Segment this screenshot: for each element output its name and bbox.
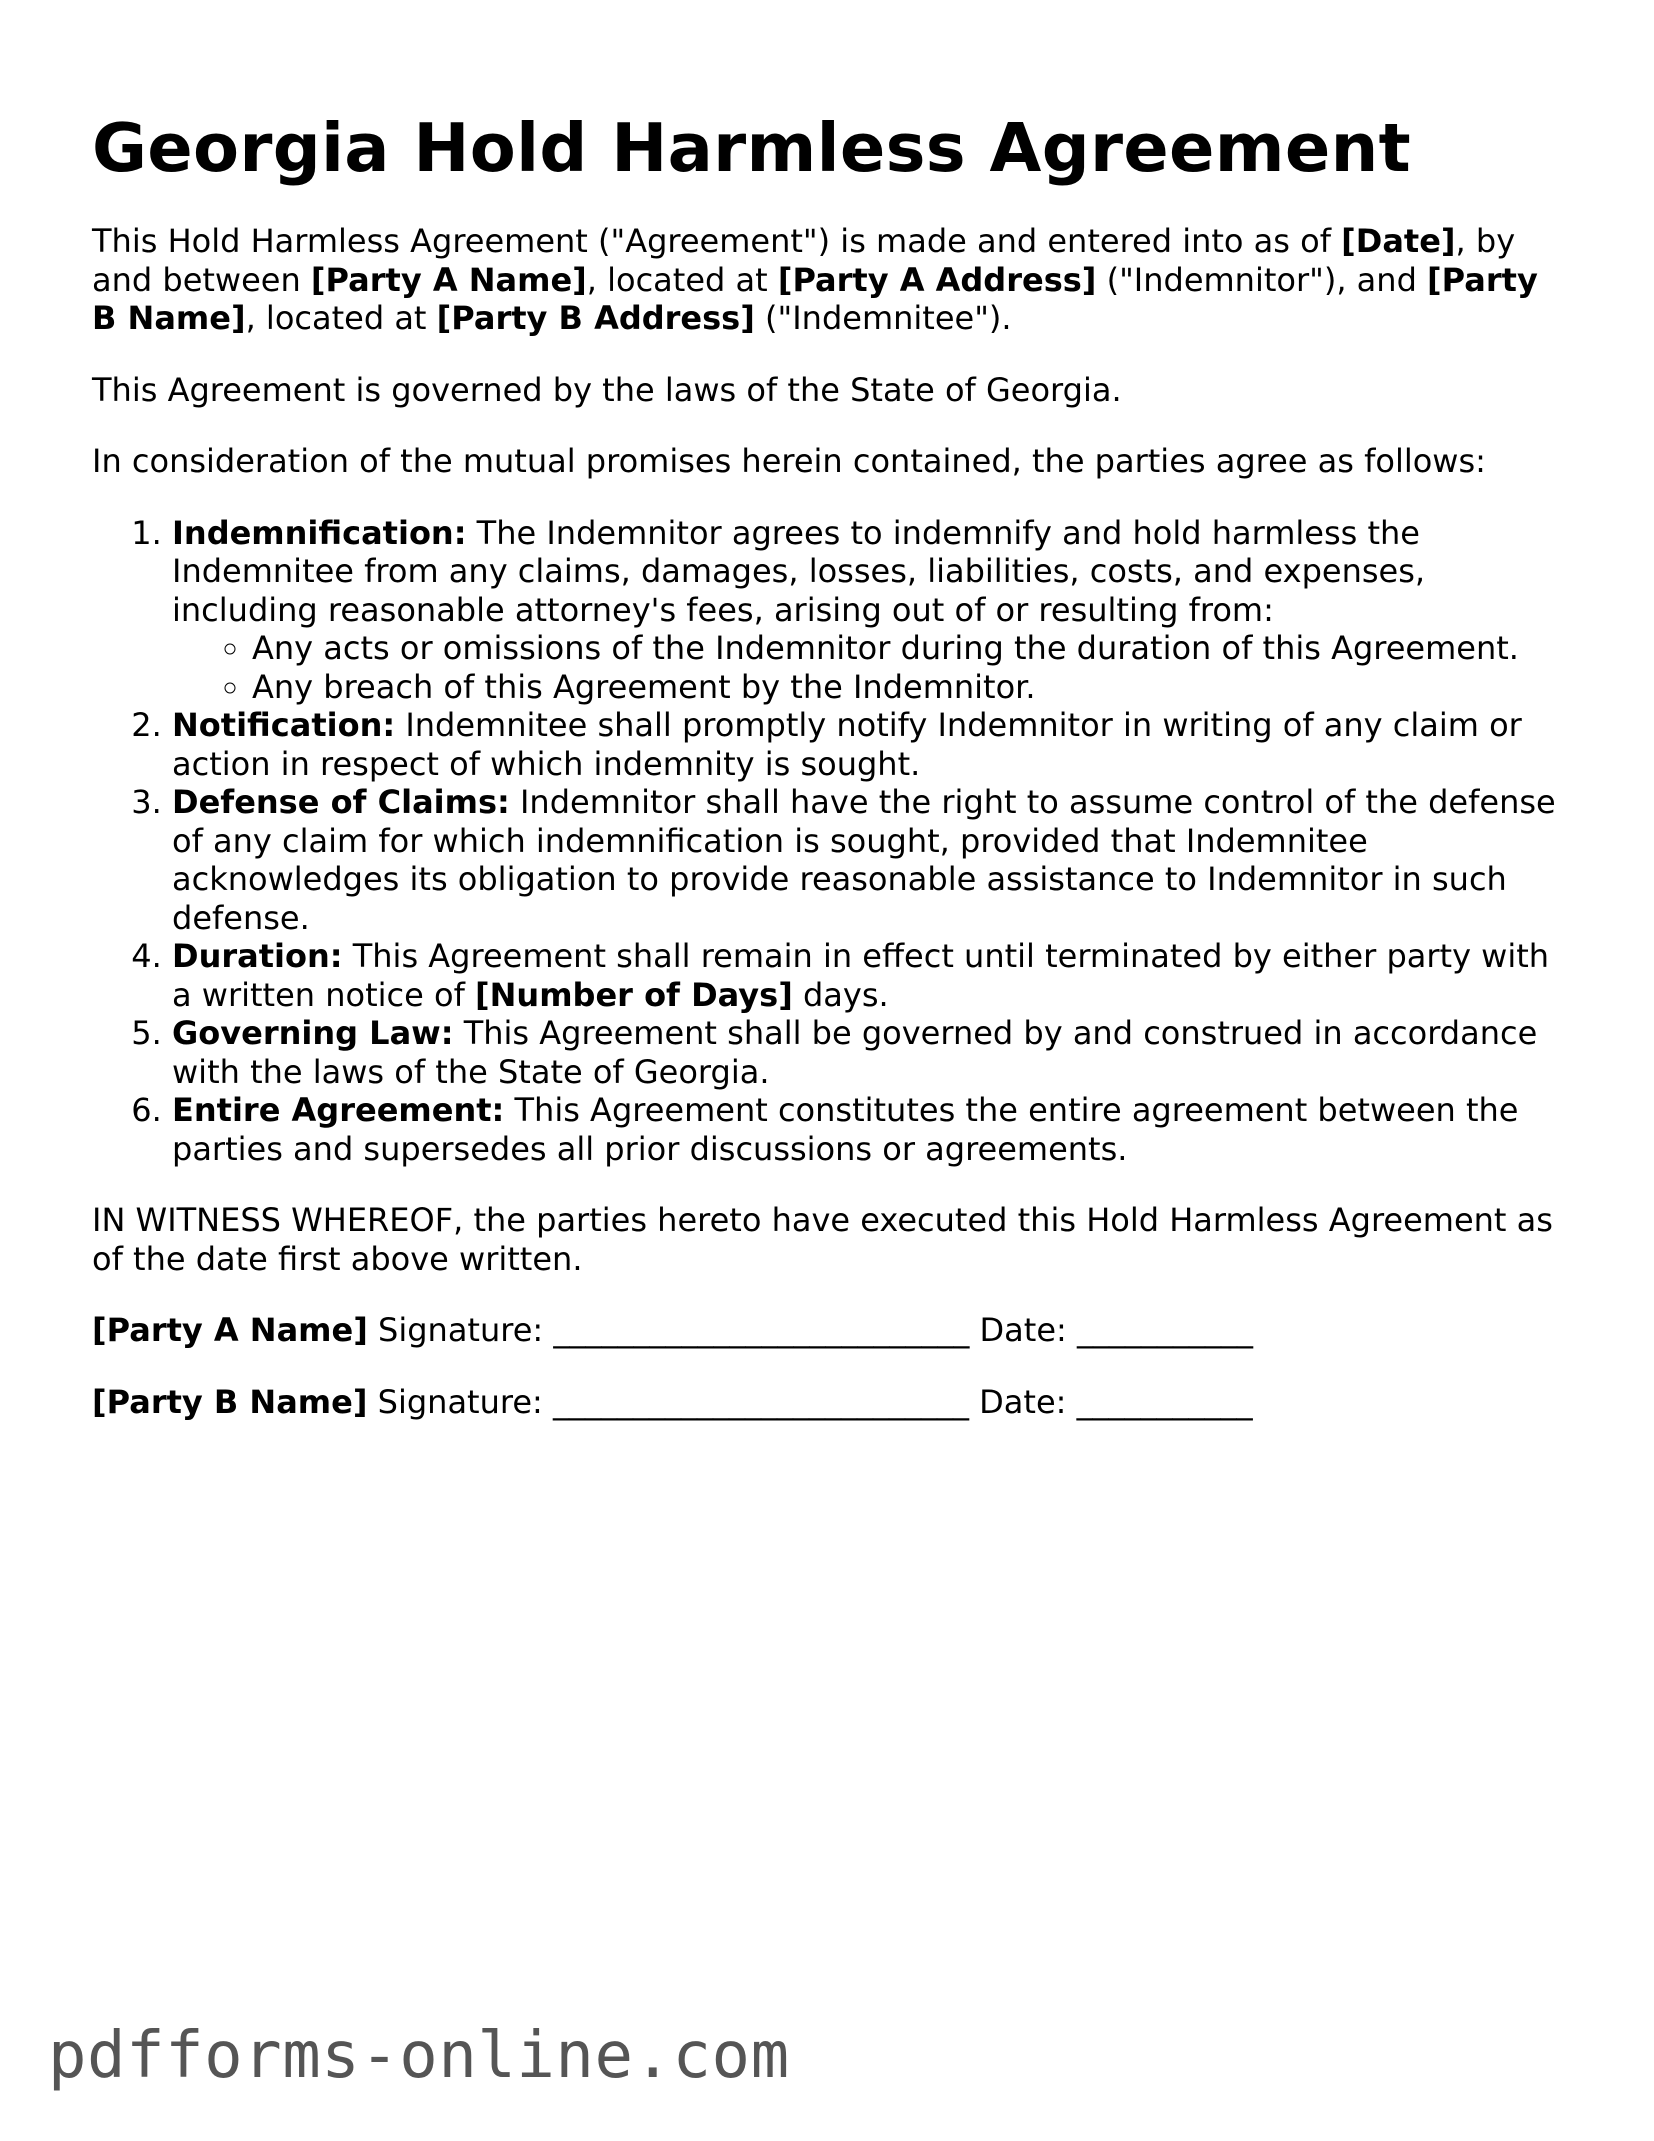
date-label: Date: bbox=[968, 1382, 1077, 1421]
term-heading: Entire Agreement: bbox=[172, 1091, 505, 1129]
document-title: Georgia Hold Harmless Agreement bbox=[92, 109, 1411, 187]
term-item-notification bbox=[172, 706, 1572, 783]
signature-blank[interactable]: __________________________ bbox=[552, 1382, 969, 1421]
term-item-defense-of-claims bbox=[172, 783, 1572, 937]
governed-paragraph: This Agreement is governed by the laws of the State of Georgia. bbox=[92, 370, 1122, 409]
signature-blank[interactable]: __________________________ bbox=[553, 1311, 970, 1349]
party-a-address-placeholder: [Party A Address] bbox=[777, 260, 1097, 299]
signature-line-party-b bbox=[92, 1383, 1572, 1422]
consideration-paragraph: In consideration of the mutual promises herein contained, the parties agree as follows: bbox=[92, 442, 1486, 480]
sub-list-item: ◦ Any breach of this Agreement by the Indemnitor. bbox=[252, 668, 1572, 707]
term-text: Indemnitor shall have the right to assume control of the defense of any claim for which indemnification is sought, provided that Indemnitee acknowledges its obligation to provide reasonable assistance to Indemnitor in such defense. bbox=[172, 783, 1556, 937]
intro-paragraph bbox=[92, 222, 1572, 338]
watermark-text: pdfforms-online.com bbox=[48, 2019, 790, 2093]
term-text: The Indemnitor agrees to indemnify and hold harmless the Indemnitee from any claims, damages, losses, liabilities, costs, and expenses, including reasonable attorney's fees, arising out of or resulting from: bbox=[172, 513, 1426, 629]
signature-label: Signature: bbox=[367, 1311, 554, 1349]
term-item-governing-law bbox=[172, 1014, 1572, 1091]
signature-party-name: [Party A Name] bbox=[92, 1311, 368, 1349]
document-page bbox=[92, 108, 1572, 1454]
signature-label: Signature: bbox=[367, 1382, 553, 1421]
term-text: This Agreement shall remain in effect until terminated by either party with a written notice of bbox=[172, 937, 1550, 1014]
party-b-name-placeholder: [Party B Name] bbox=[92, 260, 1538, 337]
party-a-name-placeholder: [Party A Name] bbox=[310, 260, 587, 299]
date-label: Date: bbox=[969, 1311, 1077, 1349]
intro-text: , by and between bbox=[92, 222, 1516, 299]
term-text: This Agreement shall be governed by and construed in accordance with the laws of the State of Georgia. bbox=[172, 1014, 1538, 1091]
term-heading: Notification: bbox=[172, 706, 396, 744]
sub-list-item: ◦ Any acts or omissions of the Indemnitor during the duration of this Agreement. bbox=[252, 629, 1572, 668]
intro-text: , located at bbox=[586, 260, 778, 299]
signature-line-party-a bbox=[92, 1311, 1572, 1350]
signature-party-name: [Party B Name] bbox=[92, 1382, 368, 1421]
term-heading: Defense of Claims: bbox=[172, 783, 510, 821]
party-b-address-placeholder: [Party B Address] bbox=[436, 299, 755, 337]
number-of-days-placeholder: [Number of Days] bbox=[475, 975, 793, 1014]
term-heading: Governing Law: bbox=[172, 1014, 454, 1052]
intro-text: This Hold Harmless Agreement ("Agreement") is made and entered into as of bbox=[92, 222, 1342, 260]
terms-list bbox=[92, 514, 1572, 1169]
term-sublist bbox=[172, 629, 1572, 706]
term-item-indemnification bbox=[172, 514, 1572, 707]
intro-text: ("Indemnitor"), and bbox=[1096, 260, 1428, 299]
date-placeholder: [Date] bbox=[1341, 222, 1456, 260]
witness-paragraph: IN WITNESS WHEREOF, the parties hereto have executed this Hold Harmless Agreement as of the date first above written. bbox=[92, 1201, 1553, 1278]
term-text: This Agreement constitutes the entire agreement between the parties and supersedes all prior discussions or agreements. bbox=[172, 1091, 1519, 1168]
term-heading: Indemnification: bbox=[172, 513, 467, 552]
term-text: Indemnitee shall promptly notify Indemnitor in writing of any claim or action in respect of which indemnity is sought. bbox=[172, 706, 1522, 783]
date-blank[interactable]: ___________ bbox=[1076, 1311, 1253, 1349]
intro-text: ("Indemnitee"). bbox=[754, 299, 1012, 337]
intro-text: , located at bbox=[245, 299, 437, 337]
term-item-entire-agreement bbox=[172, 1091, 1572, 1168]
term-heading: Duration: bbox=[172, 937, 343, 975]
date-blank[interactable]: ___________ bbox=[1076, 1382, 1253, 1421]
term-text: days. bbox=[792, 975, 889, 1014]
term-item-duration bbox=[172, 937, 1572, 1014]
